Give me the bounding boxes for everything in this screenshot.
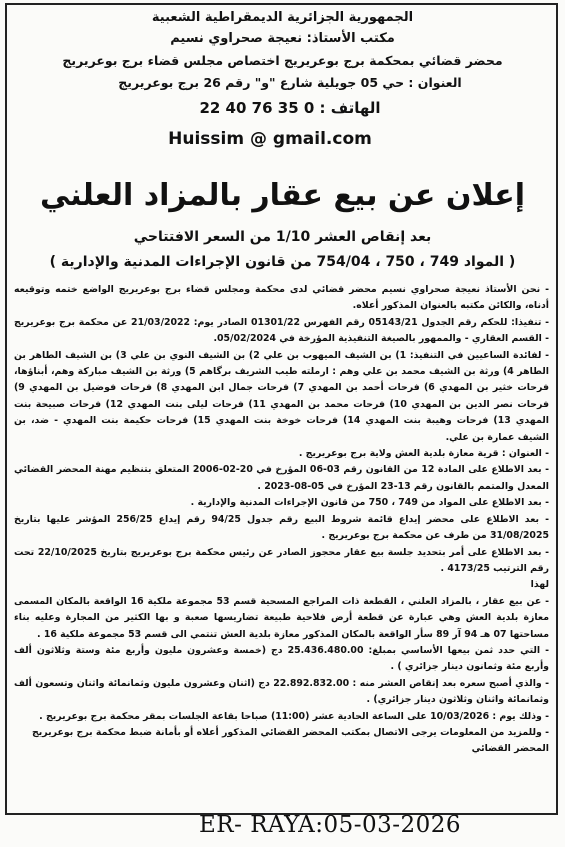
paragraph: - وذلك يوم : 10/03/2026 على الساعة الحادية عشر (11:00) صباحا بقاعة الجلسات بمقر محكمة برج بوعريريج .: [39, 710, 549, 722]
publication-stamp: ER- RAYA:05-03-2026: [199, 812, 462, 838]
paragraph: - بعد الاطلاع على أمر بتحديد جلسة بيع عقار محجوز الصادر عن رئيس محكمة برج بوعريريج بتاريخ 22/10/2025 تحت رقم الترتيب 4173/25 .: [14, 546, 550, 574]
notice-legal-basis: ( المواد 749 ، 750 ، 754/04 من قانون الإجراءات المدنية والإدارية ): [49, 254, 516, 270]
office-name: مكتب الأستاذ: نعيجة صحراوي نسيم: [170, 31, 395, 46]
paragraph: - بعد الاطلاع على المواد من 749 ، 750 من قانون الإجراءات المدنية والإدارية .: [190, 497, 549, 509]
paragraph: - نحن الأستاذ نعيجة صحراوي نسيم محضر قضائي لدى محكمة ومجلس قضاء برج بوعريريج الواضع ختمه وتوقيعه أدناه، والكائن مكتبه بالعنوان المذكور أعلاه.: [14, 284, 549, 312]
office-address: العنوان : حي 05 جويلية شارع "و" رقم 26 برج بوعريريج: [118, 75, 462, 90]
notice-title: إعلان عن بيع عقار بالمزاد العلني: [39, 178, 526, 213]
office-description: محضر قضائي بمحكمة برج بوعريريج اختصاص مجلس قضاء برج بوعريريج: [62, 53, 503, 68]
paragraph: - تنفيذا: للحكم رقم الجدول 05143/21 رقم الفهرس 01301/22 الصادر يوم: 21/03/2022 عن محكمة برج بوعريريج - القسم العقاري - والممهور بالصيغة التنفيذية المؤرخة في 05/02/2024.: [14, 316, 550, 345]
notice-body: [14, 282, 549, 758]
paragraph: - لفائدة الساعيين في التنفيذ: 1) بن الشيف الميهوب بن علي 2) بن الشيف النوي بن علي 3) بن الشيف الطاهر بن الطاهر 4) ورثة بن الشيف محمد بن علي وهم : ارملته طيب الشريف برگاهم 5) ورثة بن الشيف مباركة وهم، أبناؤها، فرحات خثير بن المهدي 6) فرحات أحمد بن المهدي 7) فرحات جمال ابن المهدي 8) فرحات فوضيل بن المهدي 9) فرحات نصر الدين بن المهدي 10) فرحات محمد بن المهدي 11) فرحات ليلى بنت المهدي 12) فرحات صبيحة بنت المهدي 13) فرحات وهيبة بنت المهدي 14) فرحات خوخة بنت المهدي 15) فرحات حكيمة بنت المهدي - ضد، بن الشيف عمارة بن علي.: [14, 349, 550, 443]
office-phone: الهاتف : 0 35 76 40 22: [199, 99, 381, 117]
paragraph: - العنوان : قرية معازة بلدية العش ولاية برج بوعريريج .: [298, 448, 549, 460]
paragraph: - بعد الاطلاع على المادة 12 من القانون رقم 03-06 المؤرخ في 20-02-2006 المتعلق بتنظيم مهنة المحضر القضائي المعدل والمتمم بالقانون رقم 13-23 المؤرخ في 05-08-2023 .: [14, 464, 549, 492]
paragraph: - بعد الاطلاع على محضر إيداع قائمة شروط البيع رقم جدول 94/25 رقم إيداع 256/25 المؤشر عليها بتاريخ 31/08/2025 من طرف عن محكمة برج بوعريريج .: [14, 513, 549, 542]
paragraph: - التي حدد ثمن بيعها الأساسي بمبلغ: 25.436.480.00 دج (خمسة وعشرون مليون وأربع مئة وستة وثلاثون ألف وأربع مئة وثمانون دينار جزائري ) .: [14, 644, 549, 673]
republic-line: الجمهورية الجزائرية الديمقراطية الشعبية: [151, 10, 414, 25]
office-email: Huissim @ gmail.com: [168, 129, 372, 149]
notice-subtitle: بعد إنقاص العشر 1/10 من السعر الافتتاحي: [133, 229, 432, 245]
paragraph: - وللمزيد من المعلومات يرجى الاتصال بمكتب المحضر القضائي المذكور أعلاه أو بأمانة ضبط محكمة برج بوعريريج: [32, 726, 549, 738]
section-heading: لهذا: [530, 579, 549, 591]
paragraph: - عن بيع عقار ، بالمزاد العلني ، القطعة ذات المراجع المسحية قسم 53 مجموعة ملكية 16 الواقعة بالمكان المسمى معازة بلدية العش وهي عبارة عن قطعة أرض فلاحية طبيعة تضاريسها صعبة و بها الكثير من المجارة وعليه بناء مساحتها 07 هـ 94 آر 89 سأر الواقعة بالمكان المذكور معازة بلدية العش تنتمي الى قسم 53 مجموعة ملكية 16 .: [14, 595, 550, 640]
signature: المحضر القضائي: [471, 743, 549, 755]
paragraph: - والذي أصبح سعره بعد إنقاص العشر منه : 22.892.832.00 دج (اثنان وعشرون مليون وثمانمائة واثنان وتسعون ألف وثمانمائة واثنان وثلاثون دينار جزائري) .: [14, 677, 549, 706]
